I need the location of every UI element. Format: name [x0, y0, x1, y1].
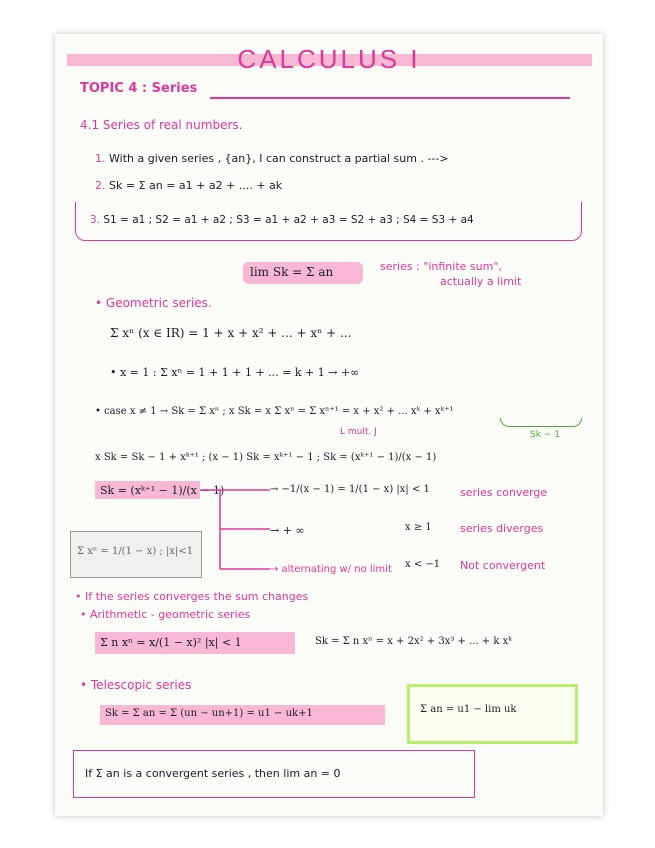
- step-2: 2. Sk = Σ an = a1 + a2 + .... + ak: [95, 179, 283, 192]
- branch-2: → + ∞: [270, 524, 305, 537]
- branch-1: → −1/(x − 1) = 1/(1 − x) |x| < 1: [270, 484, 430, 495]
- geometric-heading: • Geometric series.: [95, 296, 212, 310]
- notebook-page: [55, 34, 603, 816]
- branch-3-note: Not convergent: [460, 559, 546, 572]
- branch-3-condition: x < −1: [405, 559, 441, 570]
- branch-lines: [195, 474, 275, 584]
- arith-geo-heading: • Arithmetic - geometric series: [80, 608, 251, 621]
- geometric-case-1: • x = 1 : Σ xⁿ = 1 + 1 + 1 + ... = k + 1 → +∞: [110, 366, 360, 379]
- steps-brace: [75, 202, 582, 241]
- step-3: 3. S1 = a1 ; S2 = a1 + a2 ; S3 = a1 + a2 + a3 = S2 + a3 ; S4 = S3 + a4: [90, 214, 474, 226]
- branch-2-note: series diverges: [460, 522, 544, 535]
- step-1: 1. With a given series , {an}, I can construct a partial sum . --->: [95, 152, 449, 165]
- geometric-case-2: • case x ≠ 1 → Sk = Σ xⁿ ; x Sk = x Σ xⁿ = Σ xⁿ⁺¹ = x + x² + ... xᵏ + xᵏ⁺¹: [95, 406, 454, 417]
- brace-note: Sk − 1: [530, 430, 560, 440]
- converge-note: • If the series converges the sum changes: [75, 590, 309, 603]
- arith-geo-sk: Sk = Σ n xⁿ = x + 2x² + 3x³ + ... + k xᵏ: [315, 636, 512, 647]
- page-title: CALCULUS I: [237, 44, 421, 74]
- theorem-text: If Σ an is a convergent series , then lim an = 0: [85, 767, 341, 780]
- limit-formula: lim Sk = Σ an: [250, 265, 334, 279]
- telescopic-heading: • Telescopic series: [80, 678, 192, 692]
- limit-note-2: actually a limit: [440, 275, 522, 288]
- sk-formula: Sk = (xᵏ⁺¹ − 1)/(x − 1): [100, 484, 225, 497]
- topic-underline: [210, 97, 570, 99]
- geometric-definition: Σ xⁿ (x ∈ IR) = 1 + x + x² + ... + xⁿ + ...: [110, 326, 352, 340]
- branch-3: → alternating w/ no limit: [270, 564, 392, 575]
- boxed-formula: Σ xⁿ = 1/(1 − x) ; |x|<1: [77, 546, 194, 557]
- green-brace: [500, 418, 582, 427]
- branch-1-note: series converge: [460, 486, 548, 499]
- arith-geo-formula: Σ n xⁿ = x/(1 − x)² |x| < 1: [100, 636, 242, 649]
- telescopic-green-formula: Σ an = u1 − lim uk: [420, 704, 517, 715]
- limit-note: series : "infinite sum",: [380, 260, 502, 273]
- telescopic-formula: Sk = Σ an = Σ (un − un+1) = u1 − uk+1: [105, 708, 313, 719]
- geometric-relation: x Sk = Sk − 1 + xᵏ⁺¹ ; (x − 1) Sk = xᵏ⁺¹ − 1 ; Sk = (xᵏ⁺¹ − 1)/(x − 1): [95, 452, 437, 463]
- topic-heading: TOPIC 4 : Series: [80, 81, 198, 96]
- section-heading: 4.1 Series of real numbers.: [80, 118, 243, 132]
- branch-2-condition: x ≥ 1: [405, 522, 432, 533]
- mult-note: L mult. J: [340, 427, 377, 437]
